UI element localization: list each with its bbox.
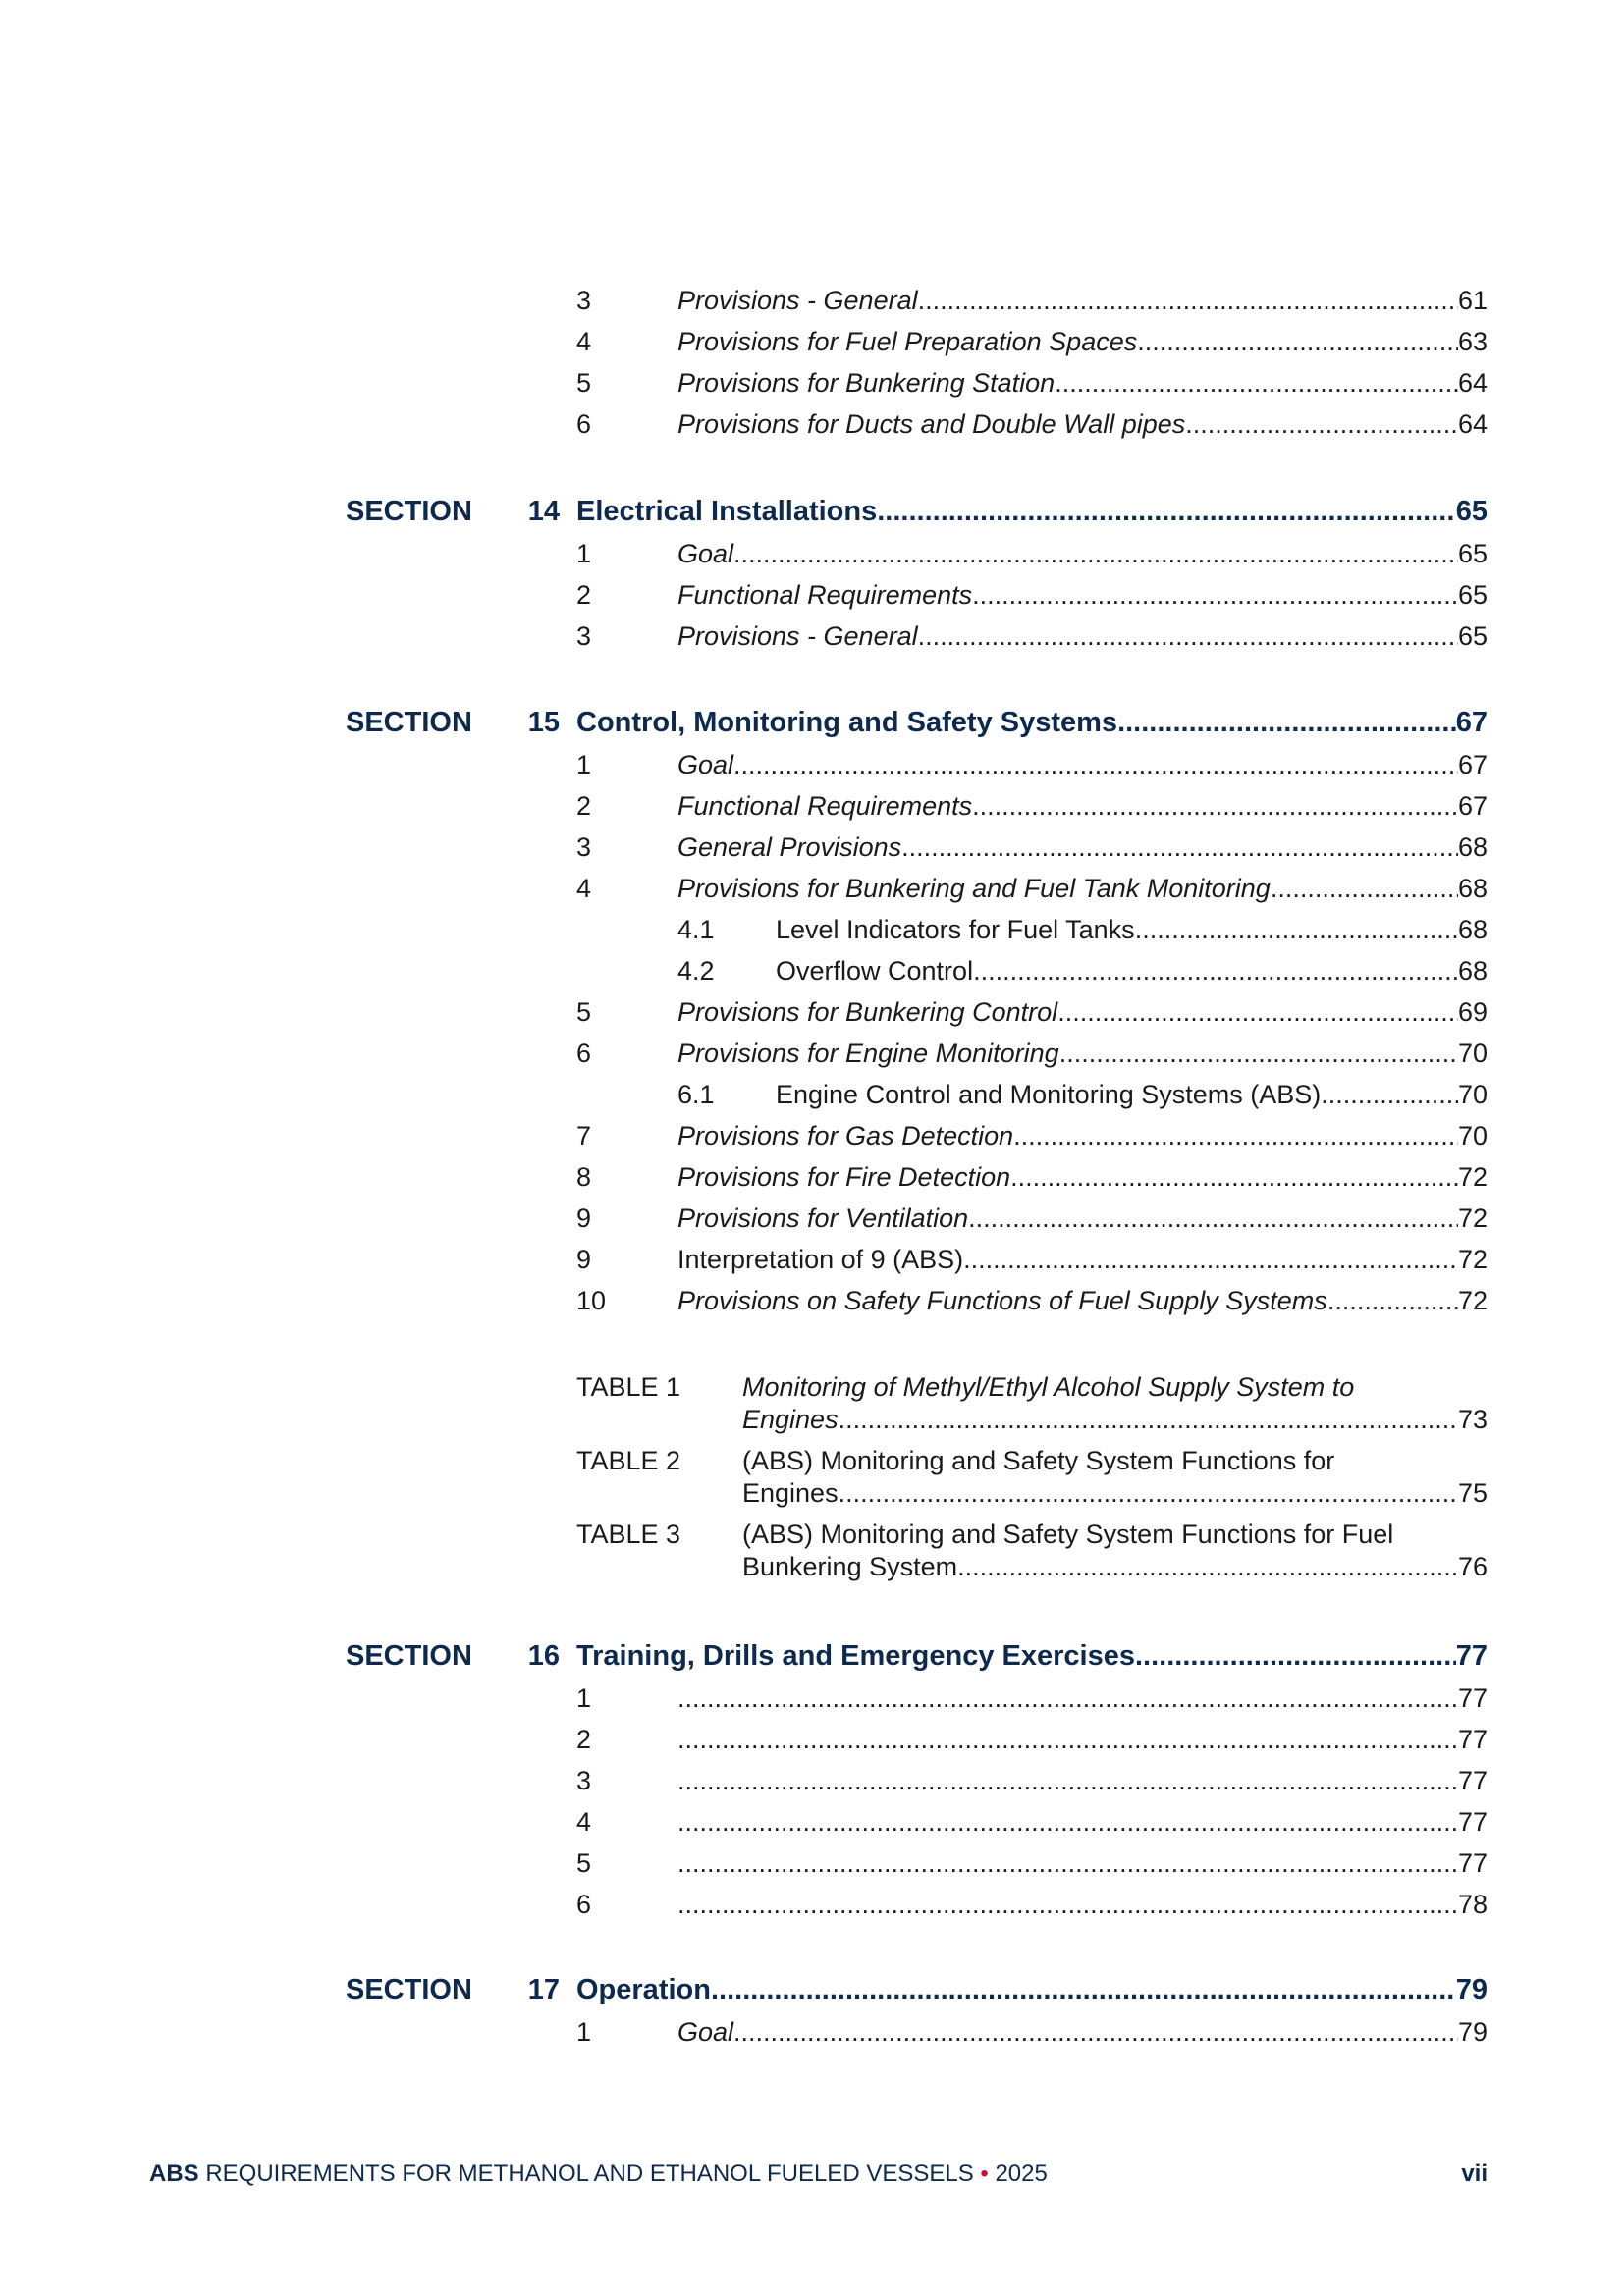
toc-item[interactable] — [677, 1724, 1488, 1755]
leader-dots — [1055, 367, 1458, 399]
toc-item-number: 5 — [576, 368, 592, 398]
section-title: Training, Drills and Emergency Exercises — [576, 1640, 1135, 1672]
toc-item[interactable] — [677, 1244, 1488, 1275]
toc-subitem-page: 70 — [1457, 1080, 1488, 1109]
toc-item-title: Provisions for Fire Detection — [677, 1162, 1011, 1192]
toc-item-page: 72 — [1457, 1245, 1488, 1274]
table-title-line1[interactable]: (ABS) Monitoring and Safety System Functions for Fuel — [742, 1520, 1394, 1549]
toc-item-number: 3 — [576, 621, 592, 651]
leader-dots — [1327, 1285, 1458, 1316]
leader-dots — [1117, 706, 1456, 739]
leader-dots — [677, 1765, 1458, 1796]
section-page: 67 — [1455, 707, 1488, 738]
leader-dots — [1137, 326, 1458, 357]
toc-item-number: 6 — [576, 1890, 592, 1919]
toc-item[interactable] — [677, 1120, 1488, 1151]
toc-item-title: Provisions for Bunkering Station — [677, 368, 1056, 398]
table-label: TABLE 3 — [576, 1520, 681, 1549]
toc-subitem-title: Overflow Control — [776, 956, 974, 986]
toc-item-title: Interpretation of 9 (ABS) — [677, 1245, 964, 1274]
table-entry[interactable] — [742, 1477, 1488, 1509]
section-label: SECTION — [346, 496, 472, 527]
toc-item-title: Goal — [677, 750, 734, 779]
toc-item-page: 78 — [1457, 1890, 1488, 1919]
toc-item-title: General Provisions — [677, 832, 902, 862]
toc-item[interactable] — [677, 749, 1488, 780]
toc-item-page: 70 — [1457, 1039, 1488, 1068]
toc-item-title: Provisions for Gas Detection — [677, 1121, 1014, 1150]
toc-item[interactable] — [677, 1285, 1488, 1316]
leader-dots — [1135, 914, 1458, 945]
toc-item-page: 77 — [1457, 1683, 1488, 1713]
toc-subitem[interactable] — [776, 1079, 1488, 1110]
table-entry[interactable] — [742, 1551, 1488, 1582]
toc-item[interactable] — [677, 790, 1488, 822]
toc-item[interactable] — [677, 873, 1488, 904]
toc-item-page: 72 — [1457, 1286, 1488, 1315]
toc-item-number: 3 — [576, 286, 592, 315]
leader-dots — [1057, 996, 1458, 1028]
toc-item-title: Functional Requirements — [677, 791, 973, 821]
page-footer — [149, 2160, 1048, 2189]
toc-item[interactable] — [677, 326, 1488, 357]
toc-item-number: 3 — [576, 1766, 592, 1795]
toc-item-number: 6 — [576, 409, 592, 439]
toc-item-number: 4 — [576, 327, 592, 356]
leader-dots — [968, 1202, 1458, 1234]
toc-item-page: 64 — [1457, 368, 1488, 398]
section-heading[interactable] — [576, 706, 1488, 739]
leader-dots — [972, 579, 1458, 611]
toc-item[interactable] — [677, 408, 1488, 440]
toc-item[interactable] — [677, 538, 1488, 569]
toc-item-number: 5 — [576, 997, 592, 1027]
leader-dots — [733, 2016, 1458, 2048]
toc-subitem-number: 6.1 — [677, 1080, 715, 1109]
toc-item-page: 61 — [1457, 286, 1488, 315]
toc-item-page: 72 — [1457, 1203, 1488, 1233]
toc-item-page: 68 — [1457, 832, 1488, 862]
leader-dots — [1185, 408, 1458, 440]
leader-dots — [973, 955, 1458, 987]
toc-item-number: 2 — [576, 1725, 592, 1754]
toc-subitem-title: Engine Control and Monitoring Systems (ABS) — [776, 1080, 1322, 1109]
section-page: 77 — [1455, 1640, 1488, 1672]
toc-item-page: 79 — [1457, 2017, 1488, 2047]
table-entry[interactable] — [742, 1404, 1488, 1435]
toc-item-number: 2 — [576, 791, 592, 821]
toc-item-page: 64 — [1457, 409, 1488, 439]
section-title: Electrical Installations — [576, 496, 878, 527]
toc-item[interactable] — [677, 579, 1488, 611]
section-heading[interactable] — [576, 1639, 1488, 1673]
section-number: 16 — [527, 1640, 560, 1672]
toc-subitem-number: 4.2 — [677, 956, 715, 986]
footer-title: REQUIREMENTS FOR METHANOL AND ETHANOL FUELED VESSELS — [198, 2161, 981, 2187]
toc-item[interactable] — [677, 831, 1488, 863]
toc-item-number: 10 — [576, 1286, 607, 1315]
toc-item-number: 9 — [576, 1245, 592, 1274]
leader-dots — [677, 1889, 1458, 1920]
table-title-line1[interactable]: Monitoring of Methyl/Ethyl Alcohol Supply System to — [742, 1372, 1355, 1402]
leader-dots — [677, 1724, 1458, 1755]
toc-item-title: Provisions for Fuel Preparation Spaces — [677, 327, 1138, 356]
section-label: SECTION — [346, 1974, 472, 2005]
toc-item-page: 77 — [1457, 1725, 1488, 1754]
section-page: 65 — [1455, 496, 1488, 527]
toc-subitem-page: 68 — [1457, 915, 1488, 944]
leader-dots — [1135, 1639, 1456, 1673]
section-page: 79 — [1455, 1974, 1488, 2005]
toc-item-number: 1 — [576, 2017, 592, 2047]
footer-brand: ABS — [149, 2161, 199, 2187]
leader-dots — [711, 1973, 1456, 2006]
toc-item-title: Goal — [677, 2017, 734, 2047]
toc-subitem[interactable] — [776, 914, 1488, 945]
toc-item[interactable] — [677, 1682, 1488, 1714]
leader-dots — [918, 620, 1458, 652]
toc-subitem-number: 4.1 — [677, 915, 715, 944]
section-heading[interactable] — [576, 495, 1488, 528]
leader-dots — [1059, 1038, 1458, 1069]
toc-item[interactable] — [677, 1806, 1488, 1838]
toc-subitem[interactable] — [776, 955, 1488, 987]
toc-item-number: 1 — [576, 1683, 592, 1713]
toc-item-number: 5 — [576, 1848, 592, 1878]
toc-item-number: 3 — [576, 832, 592, 862]
leader-dots — [839, 1477, 1458, 1509]
toc-item-page: 68 — [1457, 874, 1488, 903]
section-number: 17 — [527, 1974, 560, 2005]
toc-item-page: 77 — [1457, 1807, 1488, 1837]
table-title-line2: Bunkering System — [742, 1552, 958, 1581]
toc-item-page: 70 — [1457, 1121, 1488, 1150]
section-heading[interactable] — [576, 1973, 1488, 2006]
toc-item-page: 65 — [1457, 621, 1488, 651]
toc-item-title: Provisions for Bunkering Control — [677, 997, 1058, 1027]
toc-item-number: 1 — [576, 750, 592, 779]
toc-item-page: 77 — [1457, 1848, 1488, 1878]
leader-dots — [963, 1244, 1458, 1275]
leader-dots — [1271, 873, 1458, 904]
toc-item-page: 63 — [1457, 327, 1488, 356]
section-number: 15 — [527, 707, 560, 738]
footer-bullet: • — [980, 2161, 989, 2187]
toc-item[interactable] — [677, 367, 1488, 399]
toc-item-title: Provisions - General — [677, 621, 918, 651]
toc-item[interactable] — [677, 2016, 1488, 2048]
toc-item-title: Provisions on Safety Functions of Fuel Supply Systems — [677, 1286, 1327, 1315]
toc-item-page: 69 — [1457, 997, 1488, 1027]
toc-item[interactable] — [677, 1847, 1488, 1879]
toc-subitem-title: Level Indicators for Fuel Tanks — [776, 915, 1135, 944]
section-title: Operation — [576, 1974, 711, 2005]
toc-item[interactable] — [677, 285, 1488, 316]
leader-dots — [901, 831, 1458, 863]
leader-dots — [918, 285, 1458, 316]
toc-item-title: Provisions for Ventilation — [677, 1203, 969, 1233]
toc-item-number: 4 — [576, 874, 592, 903]
leader-dots — [957, 1551, 1458, 1582]
toc-item-page: 65 — [1457, 539, 1488, 568]
toc-subitem-page: 68 — [1457, 956, 1488, 986]
leader-dots — [733, 749, 1458, 780]
table-title-line2: Engines — [742, 1478, 839, 1508]
page-number: vii — [1461, 2161, 1488, 2187]
table-page: 76 — [1457, 1552, 1488, 1581]
toc-item-page: 67 — [1457, 791, 1488, 821]
toc-item-page: 77 — [1457, 1766, 1488, 1795]
leader-dots — [1010, 1161, 1458, 1193]
section-label: SECTION — [346, 1640, 472, 1672]
toc-item[interactable] — [677, 996, 1488, 1028]
leader-dots — [677, 1806, 1458, 1838]
leader-dots — [972, 790, 1458, 822]
leader-dots — [677, 1682, 1458, 1714]
toc-item-page: 67 — [1457, 750, 1488, 779]
toc-item-number: 6 — [576, 1039, 592, 1068]
leader-dots — [1321, 1079, 1458, 1110]
footer-year: 2025 — [988, 2161, 1048, 2187]
table-page: 75 — [1457, 1478, 1488, 1508]
table-label: TABLE 2 — [576, 1446, 681, 1475]
toc-item[interactable] — [677, 1038, 1488, 1069]
table-page: 73 — [1457, 1405, 1488, 1434]
toc-item-number: 1 — [576, 539, 592, 568]
toc-item-title: Provisions - General — [677, 286, 918, 315]
section-label: SECTION — [346, 707, 472, 738]
toc-item-number: 2 — [576, 580, 592, 610]
toc-item-title: Provisions for Bunkering and Fuel Tank Monitoring — [677, 874, 1271, 903]
toc-item-title: Goal — [677, 539, 734, 568]
toc-item[interactable] — [677, 1889, 1488, 1920]
table-title-line2: Engines — [742, 1405, 839, 1434]
toc-item[interactable] — [677, 1765, 1488, 1796]
section-title: Control, Monitoring and Safety Systems — [576, 707, 1118, 738]
toc-item-number: 7 — [576, 1121, 592, 1150]
table-title-line1[interactable]: (ABS) Monitoring and Safety System Functions for — [742, 1446, 1335, 1475]
leader-dots — [839, 1404, 1458, 1435]
toc-item[interactable] — [677, 1202, 1488, 1234]
leader-dots — [1013, 1120, 1458, 1151]
toc-item[interactable] — [677, 1161, 1488, 1193]
toc-item[interactable] — [677, 620, 1488, 652]
leader-dots — [733, 538, 1458, 569]
section-number: 14 — [527, 496, 560, 527]
toc-item-title: Provisions for Engine Monitoring — [677, 1039, 1059, 1068]
toc-item-page: 72 — [1457, 1162, 1488, 1192]
toc-item-title: Functional Requirements — [677, 580, 973, 610]
table-label: TABLE 1 — [576, 1372, 681, 1402]
toc-item-number: 4 — [576, 1807, 592, 1837]
toc-item-page: 65 — [1457, 580, 1488, 610]
toc-item-number: 8 — [576, 1162, 592, 1192]
toc-item-number: 9 — [576, 1203, 592, 1233]
leader-dots — [677, 1847, 1458, 1879]
leader-dots — [877, 495, 1456, 528]
toc-item-title: Provisions for Ducts and Double Wall pipes — [677, 409, 1186, 439]
